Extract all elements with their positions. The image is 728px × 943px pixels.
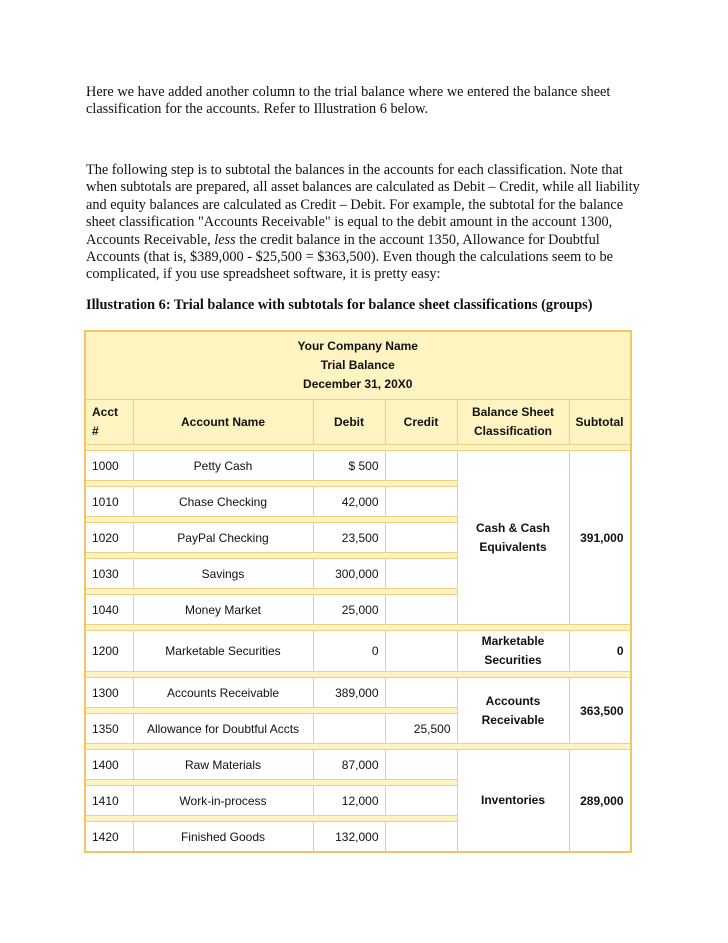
subtotal-inventories: 289,000 <box>569 750 631 853</box>
debit-amount: $ 500 <box>313 451 385 481</box>
credit-amount <box>385 487 457 517</box>
header-debit: Debit <box>313 400 385 445</box>
acct-number: 1200 <box>85 631 133 672</box>
illustration-heading: Illustration 6: Trial balance with subtotals for balance sheet classifications (groups) <box>86 297 593 313</box>
debit-amount: 42,000 <box>313 487 385 517</box>
table-row <box>85 678 631 708</box>
step-paragraph <box>86 162 646 284</box>
classification-receivable: Accounts Receivable <box>457 678 569 744</box>
acct-number: 1030 <box>85 559 133 589</box>
credit-amount <box>385 595 457 625</box>
account-name: Savings <box>133 559 313 589</box>
debit-amount: 300,000 <box>313 559 385 589</box>
header-subtotal: Subtotal <box>569 400 631 445</box>
step-text-part2: the credit balance in the account 1350, Allowance for Doubtful Accounts (that is, $389,000 - $25,500 = $363,500). Even though the calculations seem to be complicated, if you use spreadsheet software, it is pretty easy: <box>86 231 614 283</box>
classification-inventories: Inventories <box>457 750 569 853</box>
step-text-part1: The following step is to subtotal the balances in the accounts for each classification. Note that when subtotals are prepared, all asset balances are calculated as Debit – Credit, while all liability and equity balances are calculated as Credit – Debit. For example, the subtotal for the balance sheet classification "Accounts Receivable" is equal to the debit amount in the account 1300, Accounts Receivable, <box>86 162 640 248</box>
account-name: Marketable Securities <box>133 631 313 672</box>
account-name: Petty Cash <box>133 451 313 481</box>
acct-number: 1010 <box>85 487 133 517</box>
debit-amount: 12,000 <box>313 786 385 816</box>
classification-cash: Cash & Cash Equivalents <box>457 451 569 625</box>
account-name: Chase Checking <box>133 487 313 517</box>
acct-number: 1020 <box>85 523 133 553</box>
acct-number: 1040 <box>85 595 133 625</box>
credit-amount <box>385 631 457 672</box>
account-name: Work-in-process <box>133 786 313 816</box>
debit-amount: 25,000 <box>313 595 385 625</box>
header-account-name: Account Name <box>133 400 313 445</box>
credit-amount <box>385 451 457 481</box>
credit-amount <box>385 678 457 708</box>
acct-number: 1300 <box>85 678 133 708</box>
credit-amount <box>385 786 457 816</box>
credit-amount <box>385 523 457 553</box>
debit-amount: 0 <box>313 631 385 672</box>
credit-amount <box>385 559 457 589</box>
table-row <box>85 631 631 672</box>
step-text-italic: less <box>214 231 236 248</box>
subtotal-cash: 391,000 <box>569 451 631 625</box>
debit-amount: 132,000 <box>313 822 385 853</box>
table-row <box>85 451 631 481</box>
account-name: Finished Goods <box>133 822 313 853</box>
debit-amount: 87,000 <box>313 750 385 780</box>
credit-amount <box>385 750 457 780</box>
subtotal-marketable: 0 <box>569 631 631 672</box>
subtotal-receivable: 363,500 <box>569 678 631 744</box>
table-row <box>85 750 631 780</box>
acct-number: 1400 <box>85 750 133 780</box>
account-name: PayPal Checking <box>133 523 313 553</box>
acct-number: 1420 <box>85 822 133 853</box>
account-name: Money Market <box>133 595 313 625</box>
header-classification: Balance Sheet Classification <box>457 400 569 445</box>
table-header-row <box>85 400 631 445</box>
debit-amount <box>313 714 385 744</box>
debit-amount: 389,000 <box>313 678 385 708</box>
header-credit: Credit <box>385 400 457 445</box>
credit-amount <box>385 822 457 853</box>
account-name: Accounts Receivable <box>133 678 313 708</box>
company-name: Your Company Name <box>297 339 418 353</box>
debit-amount: 23,500 <box>313 523 385 553</box>
acct-number: 1000 <box>85 451 133 481</box>
table-title-block <box>85 331 631 400</box>
report-date: December 31, 20X0 <box>303 377 413 391</box>
header-acct: Acct # <box>85 400 133 445</box>
trial-balance-table <box>84 330 632 853</box>
report-name: Trial Balance <box>320 358 395 372</box>
acct-number: 1350 <box>85 714 133 744</box>
account-name: Raw Materials <box>133 750 313 780</box>
account-name: Allowance for Doubtful Accts <box>133 714 313 744</box>
intro-paragraph: Here we have added another column to the trial balance where we entered the balance sheet classification for the accounts. Refer to Illustration 6 below. <box>86 84 611 118</box>
credit-amount: 25,500 <box>385 714 457 744</box>
classification-marketable: Marketable Securities <box>457 631 569 672</box>
acct-number: 1410 <box>85 786 133 816</box>
